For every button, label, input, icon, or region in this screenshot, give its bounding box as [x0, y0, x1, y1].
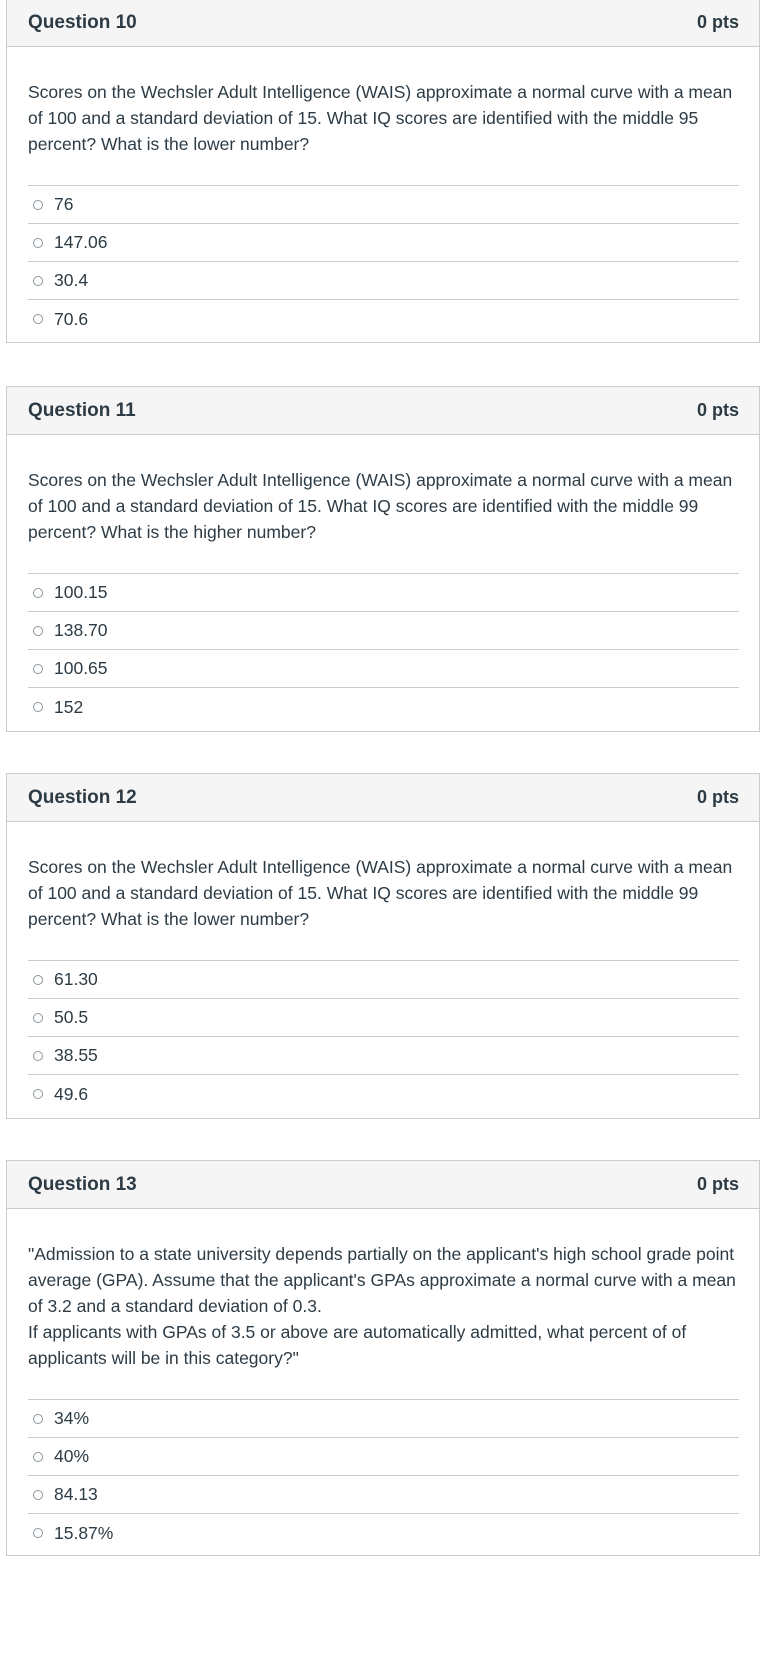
- answer-label: 34%: [54, 1408, 90, 1428]
- question-11: [6, 386, 760, 732]
- answer-list: [28, 960, 739, 1113]
- answer-option[interactable]: [28, 224, 739, 262]
- answer-label: 50.5: [54, 1007, 89, 1027]
- answer-label: 70.6: [54, 308, 89, 329]
- question-text-paragraph: "Admission to a state university depends partially on the applicant's high school grade point average (GPA). Assume that the applicant's GPAs approximate a normal curve with a mean of 3.2 and a standard deviation of 0.3.: [28, 1244, 736, 1316]
- radio-button-icon[interactable]: [33, 314, 43, 324]
- radio-button-icon[interactable]: [33, 588, 43, 598]
- answer-label: 84.13: [54, 1484, 98, 1504]
- question-text: [28, 79, 739, 157]
- radio-button-icon[interactable]: [33, 1089, 43, 1099]
- answer-label: 49.6: [54, 1083, 89, 1104]
- question-12: [6, 773, 760, 1119]
- radio-button-icon[interactable]: [33, 1414, 43, 1424]
- answer-option[interactable]: [28, 300, 739, 338]
- answer-label: 100.15: [54, 582, 108, 602]
- radio-button-icon[interactable]: [33, 664, 43, 674]
- question-header: [7, 774, 759, 822]
- radio-button-icon[interactable]: [33, 702, 43, 712]
- radio-button-icon[interactable]: [33, 1490, 43, 1500]
- question-title: Question 10: [28, 11, 137, 33]
- radio-button-icon[interactable]: [33, 1013, 43, 1023]
- answer-option[interactable]: [28, 650, 739, 688]
- answer-option[interactable]: [28, 688, 739, 726]
- radio-button-icon[interactable]: [33, 238, 43, 248]
- question-text-paragraph: Scores on the Wechsler Adult Intelligence (WAIS) approximate a normal curve with a mean of 100 and a standard deviation of 15. What IQ scores are identified with the middle 99 percent? What is the lower number?: [28, 857, 733, 929]
- radio-button-icon[interactable]: [33, 626, 43, 636]
- answer-option[interactable]: [28, 961, 739, 999]
- question-header: [7, 1161, 759, 1209]
- answer-option[interactable]: [28, 1514, 739, 1552]
- question-points: 0 pts: [696, 787, 739, 807]
- answer-label: 76: [54, 194, 74, 214]
- answer-option[interactable]: [28, 262, 739, 300]
- answer-list: [28, 1399, 739, 1552]
- question-title: Question 12: [28, 786, 137, 808]
- answer-option[interactable]: [28, 1476, 739, 1514]
- question-title: Question 11: [28, 399, 136, 421]
- question-points: 0 pts: [696, 1174, 739, 1194]
- question-points: 0 pts: [696, 400, 739, 420]
- answer-label: 152: [54, 696, 84, 717]
- question-header: [7, 0, 759, 47]
- answer-option[interactable]: [28, 1400, 739, 1438]
- answer-label: 61.30: [54, 969, 98, 989]
- question-text: [28, 1241, 739, 1371]
- question-header: [7, 387, 759, 435]
- question-points: 0 pts: [696, 12, 739, 32]
- question-text-paragraph: Scores on the Wechsler Adult Intelligence (WAIS) approximate a normal curve with a mean of 100 and a standard deviation of 15. What IQ scores are identified with the middle 99 percent? What is the higher number?: [28, 470, 733, 542]
- radio-button-icon[interactable]: [33, 1051, 43, 1061]
- answer-option[interactable]: [28, 574, 739, 612]
- answer-label: 138.70: [54, 620, 108, 640]
- answer-label: 40%: [54, 1446, 90, 1466]
- question-text-paragraph: Scores on the Wechsler Adult Intelligence (WAIS) approximate a normal curve with a mean of 100 and a standard deviation of 15. What IQ scores are identified with the middle 95 percent? What is the lower number?: [28, 82, 733, 154]
- question-10: [6, 0, 760, 343]
- question-title: Question 13: [28, 1173, 137, 1195]
- answer-label: 30.4: [54, 270, 89, 290]
- question-text: [28, 467, 739, 545]
- answer-label: 15.87%: [54, 1522, 114, 1543]
- radio-button-icon[interactable]: [33, 276, 43, 286]
- question-body: [7, 435, 759, 726]
- radio-button-icon[interactable]: [33, 1528, 43, 1538]
- answer-option[interactable]: [28, 1037, 739, 1075]
- answer-label: 100.65: [54, 658, 108, 678]
- question-text-paragraph: If applicants with GPAs of 3.5 or above are automatically admitted, what percent of of applicants will be in this category?": [28, 1322, 687, 1368]
- answer-option[interactable]: [28, 1438, 739, 1476]
- answer-list: [28, 573, 739, 726]
- answer-label: 38.55: [54, 1045, 98, 1065]
- answer-label: 147.06: [54, 232, 108, 252]
- question-body: [7, 47, 759, 338]
- radio-button-icon[interactable]: [33, 200, 43, 210]
- question-13: [6, 1160, 760, 1556]
- radio-button-icon[interactable]: [33, 975, 43, 985]
- question-body: [7, 1209, 759, 1552]
- answer-option[interactable]: [28, 999, 739, 1037]
- answer-option[interactable]: [28, 1075, 739, 1113]
- question-body: [7, 822, 759, 1113]
- answer-option[interactable]: [28, 612, 739, 650]
- radio-button-icon[interactable]: [33, 1452, 43, 1462]
- answer-list: [28, 185, 739, 338]
- question-text: [28, 854, 739, 932]
- answer-option[interactable]: [28, 186, 739, 224]
